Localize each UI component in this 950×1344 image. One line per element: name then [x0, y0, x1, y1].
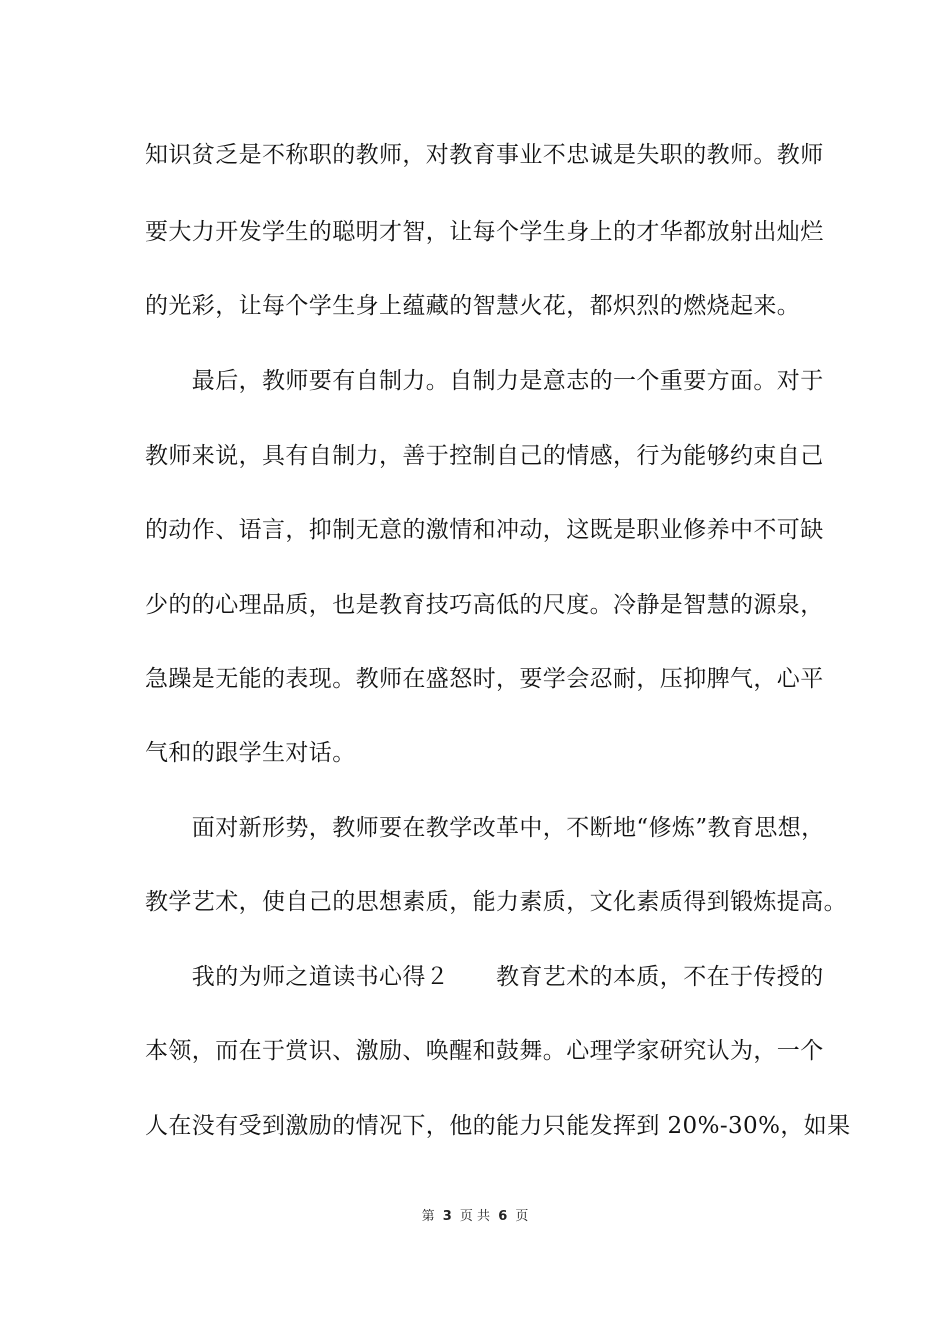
text-line-10: 面对新形势，教师要在教学改革中，不断地“修炼”教育思想，: [145, 815, 825, 841]
text-line-4: 最后，教师要有自制力。自制力是意志的一个重要方面。对于: [145, 368, 824, 394]
text-line-12: 我的为师之道读书心得２ 教育艺术的本质，不在于传授的: [145, 964, 824, 990]
text-line-7: 少的的心理品质，也是教育技巧高低的尺度。冷静是智慧的源泉，: [145, 592, 824, 618]
footer-middle: 页 共: [459, 1209, 491, 1224]
text-line-14: 人在没有受到激励的情况下，他的能力只能发挥到 20%-30%，如果: [145, 1113, 851, 1139]
text-line-2: 要大力开发学生的聪明才智，让每个学生身上的才华都放射出灿烂: [145, 219, 824, 245]
total-pages-number: 6: [498, 1209, 508, 1224]
page-footer: [0, 1207, 950, 1227]
footer-suffix: 页: [515, 1209, 529, 1224]
footer-prefix: 第: [421, 1209, 435, 1224]
text-line-1: 知识贫乏是不称职的教师，对教育事业不忠诚是失职的教师。教师: [145, 142, 824, 168]
text-line-8: 急躁是无能的表现。教师在盛怒时，要学会忍耐，压抑脾气，心平: [145, 666, 824, 692]
text-line-13: 本领，而在于赏识、激励、唤醒和鼓舞。心理学家研究认为，一个: [145, 1038, 824, 1064]
current-page-number: 3: [442, 1209, 452, 1224]
text-line-3: 的光彩，让每个学生身上蕴藏的智慧火花，都炽烈的燃烧起来。: [145, 293, 801, 319]
text-line-5: 教师来说，具有自制力，善于控制自己的情感，行为能够约束自己: [145, 443, 824, 469]
text-line-11: 教学艺术，使自己的思想素质，能力素质，文化素质得到锻炼提高。: [145, 889, 847, 915]
text-line-9: 气和的跟学生对话。: [145, 740, 356, 766]
text-line-6: 的动作、语言，抑制无意的激情和冲动，这既是职业修养中不可缺: [145, 517, 824, 543]
